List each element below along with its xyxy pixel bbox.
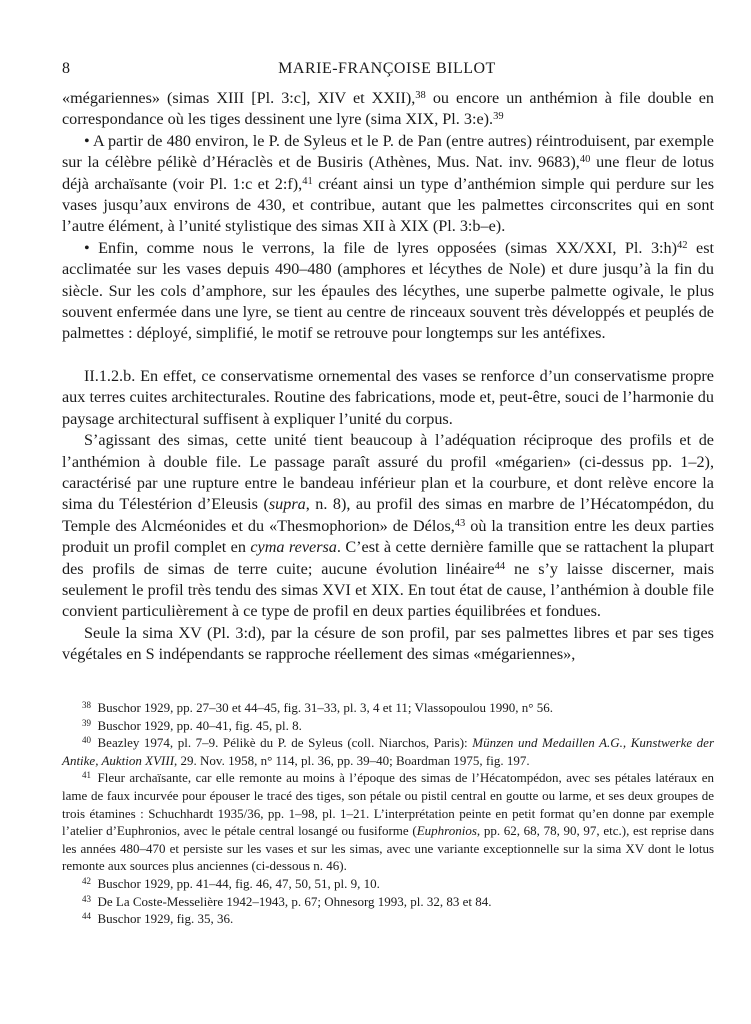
text-run: De La Coste-Messelière 1942–1943, p. 67; Ohnesorg 1993, pl. 32, 83 et 84. bbox=[97, 893, 492, 909]
paragraph bbox=[62, 623, 714, 666]
text-run: , 29. Nov. 1958, n° 114, pl. 36, pp. 39–40; Boardman 1975, fig. 197. bbox=[174, 752, 530, 768]
main-text bbox=[62, 88, 714, 666]
paragraph bbox=[62, 131, 714, 238]
text-run: Buschor 1929, pp. 27–30 et 44–45, fig. 31–33, pl. 3, 4 et 11; Vlassopoulou 1990, n° 56. bbox=[97, 700, 553, 715]
footnote-number: 43 bbox=[82, 893, 91, 904]
text-run: une fleur de lotus déjà archaïsante (voir Pl. 1:c et 2:f), bbox=[62, 153, 714, 193]
italic-text: supra bbox=[268, 495, 306, 514]
paragraph bbox=[62, 430, 714, 623]
footnotes bbox=[62, 699, 714, 928]
footnote bbox=[62, 910, 714, 928]
footnote-ref: 44 bbox=[494, 560, 506, 572]
footnote-ref: 40 bbox=[579, 154, 591, 166]
text-run: Buschor 1929, pp. 41–44, fig. 46, 47, 50, 51, pl. 9, 10. bbox=[97, 875, 380, 891]
text-run: S’agissant des simas, cette unité tient beaucoup à l’adéquation réciproque des profils et de l’anthémion à double file. Le passage paraît assuré du profil «mégarien» (ci-dessus pp. 1–2), caractérisé par une rupture entre le bandeau inférieur plan et la courbure, et dont relève encore la sima du Télestérion d’Eleusis ( bbox=[62, 431, 714, 514]
text-run: est acclimatée sur les vases depuis 490–480 (amphores et lécythes de Nole) et dure jusqu’à la fin du siècle. Sur les cols d’amphore, sur les épaules des lécythes, une superbe palmette ogivale, le plus souvent enfermée dans une lyre, se tient au centre de rinceaux souvent très développés et peuplés de palmettes : déployé, simplifié, le motif se retrouve pour longtemps sur les antéfixes. bbox=[62, 238, 714, 343]
footnote-ref: 38 bbox=[415, 90, 426, 101]
page-number: 8 bbox=[62, 60, 70, 77]
text-run: Buschor 1929, pp. 40–41, fig. 45, pl. 8. bbox=[97, 717, 302, 733]
text-run: , n. 8), au profil des simas en marbre de l’Hécatompédon, du Temple des Alcméonides et du «Thesmophorion» de Délos, bbox=[62, 495, 714, 535]
footnote bbox=[62, 875, 714, 893]
footnote bbox=[62, 717, 714, 735]
footnote-number: 44 bbox=[82, 911, 91, 922]
text-run: II.1.2.b. En effet, ce conservatisme ornemental des vases se renforce d’un conservatisme propre aux terres cuites architecturales. Routine des fabrications, mode et, peut-être, souci de l’harmonie du paysage architectural suffisent à expliquer l’unité du corpus. bbox=[62, 366, 714, 428]
footnote bbox=[62, 699, 714, 717]
footnote-ref: 43 bbox=[454, 517, 466, 529]
text-run: Buschor 1929, fig. 35, 36. bbox=[97, 911, 234, 927]
text-run: • A partir de 480 environ, le P. de Syleus et le P. de Pan (entre autres) réintroduisent, par exemple sur la célèbre pélikè d’Héraclès et de Busiris (Athènes, Mus. Nat. inv. 9683), bbox=[62, 131, 714, 172]
text-run: ou encore un anthémion à file double en correspondance où les tiges dessinent une lyre (sima XIX, Pl. 3:e). bbox=[62, 89, 714, 129]
footnote-number: 42 bbox=[82, 875, 91, 886]
italic-text: Euphronios bbox=[416, 823, 477, 839]
text-run: ne s’y laisse discerner, mais seulement le profil très tendu des simas XVI et XIX. En tout état de cause, l’anthémion à double file convient particulièrement à ce type de profil en deux parties équilibrées et fondues. bbox=[62, 559, 714, 621]
footnote-ref: 39 bbox=[493, 111, 504, 123]
text-run: où la transition entre les deux parties produit un profil complet en bbox=[62, 516, 714, 557]
running-header bbox=[62, 60, 712, 80]
text-run: «mégariennes» (simas XIII [Pl. 3:c], XIV et XXII), bbox=[62, 89, 416, 107]
paragraph bbox=[62, 238, 714, 345]
footnote-ref: 42 bbox=[677, 239, 688, 251]
footnote-number: 41 bbox=[82, 770, 91, 781]
text-run: Beazley 1974, pl. 7–9. Pélikè du P. de Syleus (coll. Niarchos, Paris): bbox=[97, 735, 473, 751]
text-run: créant ainsi un type d’anthémion simple qui perdure sur les vases jusqu’aux environs de 430, et contribue, autant que les palmettes circonscrites qui en sont l’autre élément, à l’unité stylistique des simas XII à XIX (Pl. 3:b–e). bbox=[62, 174, 714, 236]
footnote-number: 38 bbox=[82, 700, 91, 710]
footnote-ref: 41 bbox=[302, 175, 313, 187]
italic-text: Münzen und Medaillen A.G., Kunstwerke der Antike, Auktion XVIII bbox=[62, 735, 715, 768]
text-run: • Enfin, comme nous le verrons, la file de lyres opposées (simas XX/XXI, Pl. 3:h) bbox=[84, 238, 678, 257]
footnote bbox=[62, 734, 714, 769]
footnote-number: 39 bbox=[82, 717, 91, 728]
footnote bbox=[62, 893, 714, 911]
footnote bbox=[62, 769, 714, 875]
running-head-author: MARIE-FRANÇOISE BILLOT bbox=[278, 60, 496, 77]
text-run: Fleur archaïsante, car elle remonte au moins à l’époque des simas de l’Hécatompédon, avec ses pétales latéraux en lame de faux incurvée pour épouser le tracé des tiges, son pétale ou pistil central en goutte ou larme, et ses deux groupes de trois étamines : Schuchhardt 1935/36, pp. 1–98, pl. 1–21. L’interprétation peinte en petit format qu’en donne par exemple l’atelier d’Euphronios, avec le pétale central losangé ou fusiforme ( bbox=[62, 770, 714, 839]
footnote-number: 40 bbox=[82, 735, 91, 746]
text-run: . C’est à cette dernière famille que se rattachent la plupart des profils de simas de terre cuite; aucune évolution linéaire bbox=[62, 538, 714, 578]
paragraph bbox=[62, 366, 714, 430]
text-run: Seule la sima XV (Pl. 3:d), par la césure de son profil, par ses palmettes libres et par ses tiges végétales en S indépendants se rapproche réellement des simas «mégariennes», bbox=[62, 623, 714, 664]
paragraph bbox=[62, 88, 714, 131]
italic-text: cyma reversa bbox=[250, 538, 337, 557]
text-run: , pp. 62, 68, 78, 90, 97, etc.), est reprise dans les années 480–470 et persiste sur les vases et sur les simas, avec une variante exceptionnelle sur la sima XV dont le lotus remonte aux sources plus anciennes (ci-dessous n. 46). bbox=[62, 823, 715, 874]
